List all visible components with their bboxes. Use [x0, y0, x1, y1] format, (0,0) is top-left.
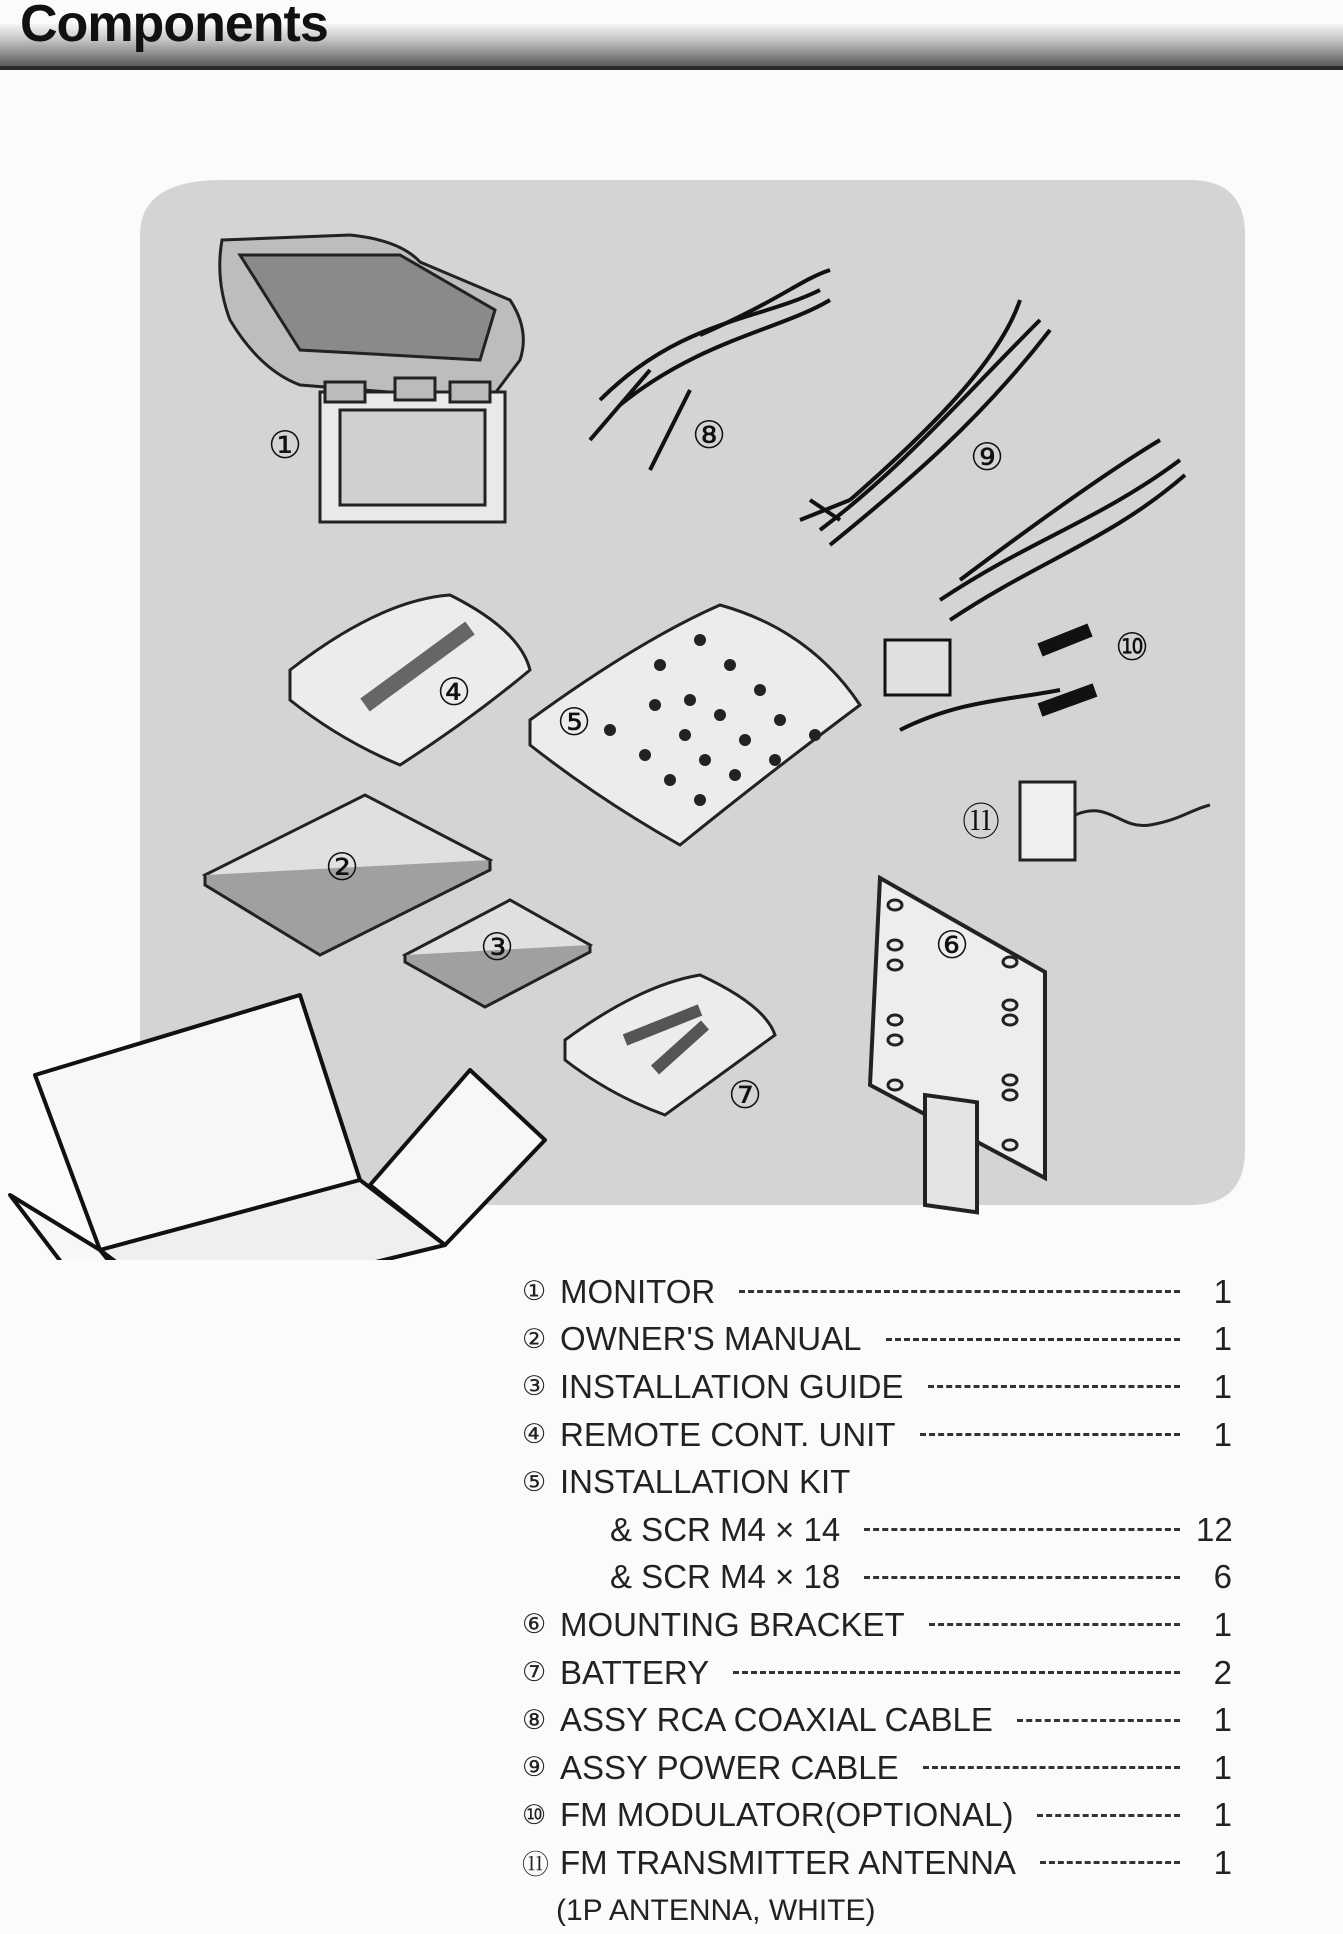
callout-3: ③	[480, 925, 515, 969]
item-quantity: 1	[1213, 1415, 1232, 1453]
item-label: INSTALLATION GUIDE	[560, 1367, 904, 1405]
dashed-leader	[864, 1576, 1180, 1579]
item-quantity: 1	[1213, 1843, 1232, 1881]
item-number: ③	[522, 1371, 547, 1403]
item-label: MOUNTING BRACKET	[560, 1605, 905, 1643]
callout-9: ⑨	[970, 435, 1005, 479]
callout-8: ⑧	[692, 413, 727, 457]
dashed-leader	[1017, 1719, 1180, 1722]
item-label: BATTERY	[560, 1653, 710, 1691]
item-quantity: 1	[1213, 1748, 1232, 1786]
dashed-leader	[923, 1766, 1180, 1769]
page-title: Components	[20, 0, 328, 53]
dashed-leader	[920, 1433, 1181, 1436]
list-item	[522, 1649, 1232, 1697]
dashed-leader	[928, 1385, 1180, 1388]
item-number: ②	[522, 1323, 547, 1355]
item-quantity: 6	[1213, 1558, 1232, 1596]
item-quantity: 1	[1213, 1367, 1232, 1405]
item-label: ASSY POWER CABLE	[560, 1748, 899, 1786]
list-item	[522, 1792, 1232, 1840]
callout-5: ⑤	[557, 700, 592, 744]
item-label: ASSY RCA COAXIAL CABLE	[560, 1701, 993, 1739]
dashed-leader	[739, 1290, 1180, 1293]
list-item	[522, 1744, 1232, 1792]
callout-1: ①	[268, 423, 303, 467]
dashed-leader	[733, 1671, 1180, 1674]
list-item	[522, 1268, 1232, 1316]
list-item	[522, 1458, 1232, 1506]
item-note: (1P ANTENNA, WHITE)	[556, 1893, 876, 1927]
item-label: MONITOR	[560, 1272, 716, 1310]
item-label: OWNER'S MANUAL	[560, 1320, 862, 1358]
dashed-leader	[1037, 1814, 1180, 1817]
item-number: ⑦	[522, 1657, 547, 1689]
item-quantity: 12	[1196, 1510, 1233, 1548]
list-item	[522, 1839, 1232, 1887]
list-item	[522, 1316, 1232, 1364]
item-number: ⑧	[522, 1704, 547, 1736]
item-label: FM MODULATOR(OPTIONAL)	[560, 1796, 1014, 1834]
item-quantity: 1	[1213, 1605, 1232, 1643]
dashed-leader	[929, 1623, 1180, 1626]
callout-6: ⑥	[935, 923, 970, 967]
callout-2: ②	[325, 845, 360, 889]
list-item	[522, 1363, 1232, 1411]
item-number: ⑥	[522, 1609, 547, 1641]
item-number: ⑤	[522, 1466, 547, 1498]
item-label: INSTALLATION KIT	[560, 1463, 851, 1501]
item-quantity: 1	[1213, 1320, 1232, 1358]
components-list	[522, 1268, 1232, 1934]
item-number: ⑩	[522, 1799, 547, 1831]
list-item	[522, 1411, 1232, 1459]
item-quantity: 1	[1213, 1796, 1232, 1834]
callout-7: ⑦	[728, 1073, 763, 1117]
item-quantity: 1	[1213, 1701, 1232, 1739]
dashed-leader	[1040, 1861, 1180, 1864]
callout-4: ④	[437, 670, 472, 714]
list-item	[522, 1506, 1232, 1554]
item-label: & SCR M4 × 14	[610, 1510, 841, 1548]
callout-11: ⑪	[962, 800, 1001, 844]
item-quantity: 1	[1213, 1272, 1232, 1310]
list-item	[522, 1696, 1232, 1744]
item-label: & SCR M4 × 18	[610, 1558, 841, 1596]
item-number: ①	[522, 1276, 547, 1308]
item-label: REMOTE CONT. UNIT	[560, 1415, 896, 1453]
callout-10: ⑩	[1115, 625, 1150, 669]
dashed-leader	[864, 1528, 1180, 1531]
item-number: ④	[522, 1419, 547, 1451]
dashed-leader	[886, 1338, 1181, 1341]
item-label: FM TRANSMITTER ANTENNA	[560, 1843, 1016, 1881]
list-item	[522, 1887, 1232, 1934]
item-number: ⑨	[522, 1752, 547, 1784]
item-quantity: 2	[1213, 1653, 1232, 1691]
item-number: ⑪	[522, 1850, 549, 1882]
list-item	[522, 1554, 1232, 1602]
list-item	[522, 1601, 1232, 1649]
